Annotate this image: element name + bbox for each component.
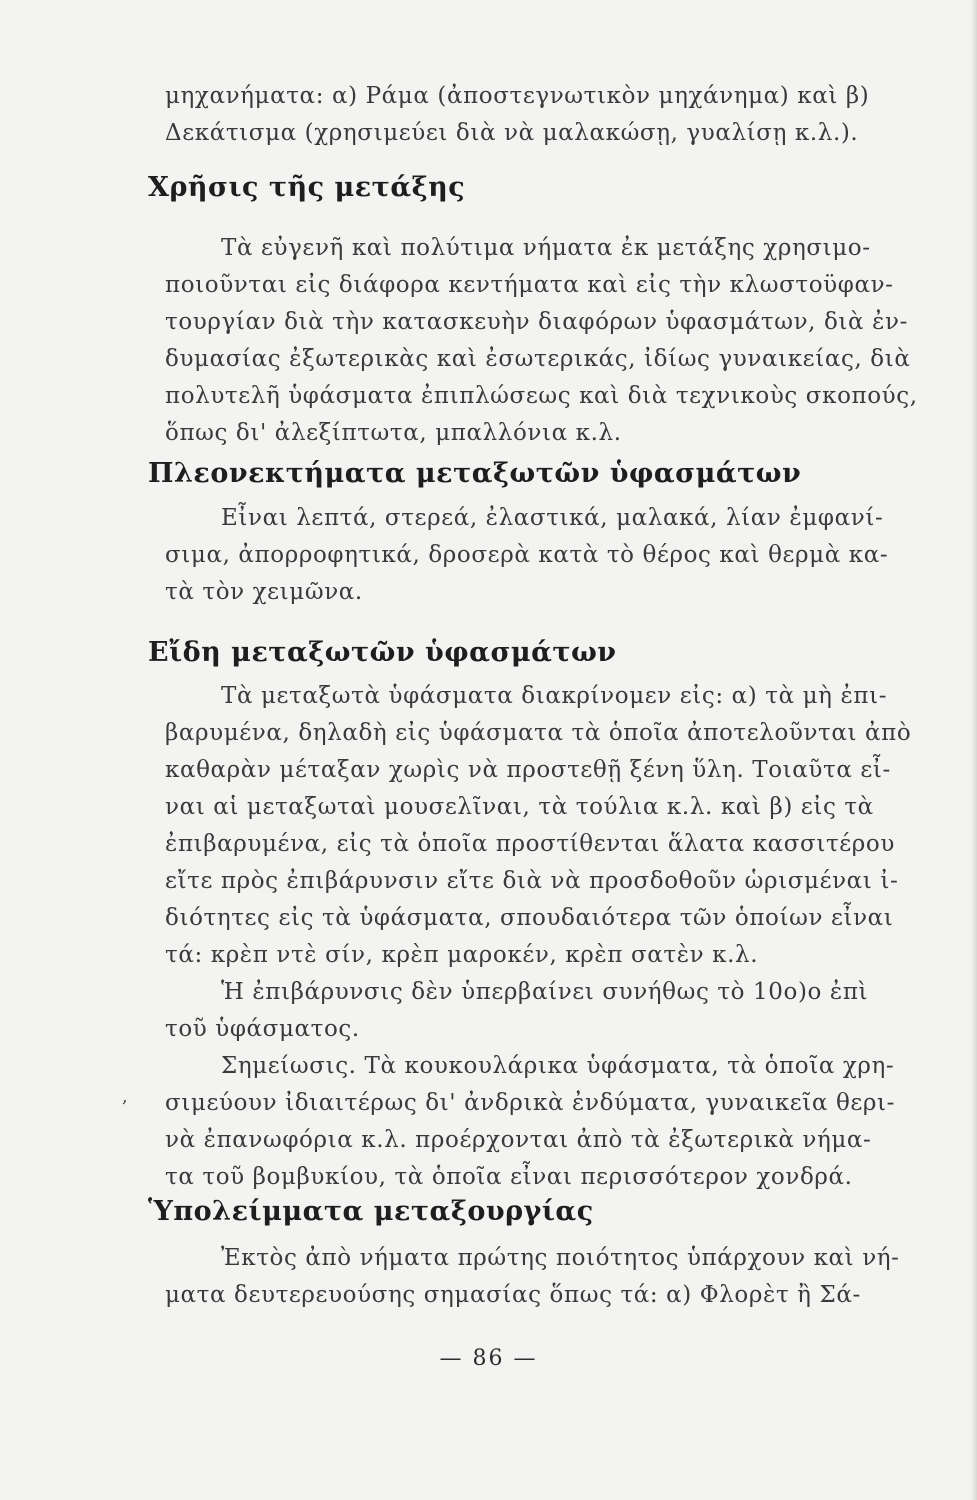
text-line: ματα δευτερευούσης σημασίας ὅπως τά: α) Φλορὲτ ἢ Σά- xyxy=(165,1282,861,1308)
text-line: τα τοῦ βομβυκίου, τὰ ὁποῖα εἶναι περισσότερον χονδρά. xyxy=(165,1164,853,1190)
text-line: Τὰ εὐγενῆ καὶ πολύτιμα νήματα ἐκ μετάξης χρησιμο- xyxy=(221,235,871,261)
text-line: Ἡ ἐπιβάρυνσις δὲν ὑπερβαίνει συνήθως τὸ 10ο)ο ἐπὶ xyxy=(221,979,869,1005)
section-paragraph xyxy=(165,230,925,452)
text-line: ὅπως δι' ἀλεξίπτωτα, μπαλλόνια κ.λ. xyxy=(165,420,622,446)
text-line: Ἐκτὸς ἀπὸ νήματα πρώτης ποιότητος ὑπάρχουν καὶ νή- xyxy=(221,1245,900,1271)
text-line: Σημείωσις. Τὰ κουκουλάρικα ὑφάσματα, τὰ ὁποῖα χρη- xyxy=(221,1053,895,1079)
text-line: σιμεύουν ἰδιαιτέρως δι' ἀνδρικὰ ἐνδύματα, γυναικεῖα θερι- xyxy=(165,1090,896,1116)
text-line: νὰ ἐπανωφόρια κ.λ. προέρχονται ἀπὸ τὰ ἐξωτερικὰ νήμα- xyxy=(165,1127,872,1153)
section-paragraph xyxy=(165,678,925,1196)
section-heading: Ὑπολείμματα μεταξουργίας xyxy=(148,1196,594,1227)
text-line: τοῦ ὑφάσματος. xyxy=(165,1016,360,1042)
text-line: τὰ τὸν χειμῶνα. xyxy=(165,579,363,605)
text-line: ποιοῦνται εἰς διάφορα κεντήματα καὶ εἰς τὴν κλωστοϋφαν- xyxy=(165,272,894,298)
section-paragraph xyxy=(165,1240,925,1314)
margin-mark: , xyxy=(122,1086,128,1107)
section-heading: Εἴδη μεταξωτῶν ὑφασμάτων xyxy=(148,637,617,668)
text-line: βαρυμένα, δηλαδὴ εἰς ὑφάσματα τὰ ὁποῖα ἀποτελοῦνται ἀπὸ xyxy=(165,720,912,746)
text-line: ἐπιβαρυμένα, εἰς τὰ ὁποῖα προστίθενται ἅλατα κασσιτέρου xyxy=(165,831,895,857)
text-line: τουργίαν διὰ τὴν κατασκευὴν διαφόρων ὑφασμάτων, διὰ ἐν- xyxy=(165,309,908,335)
section-paragraph xyxy=(165,500,925,611)
text-line: Εἶναι λεπτά, στερεά, ἐλαστικά, μαλακά, λίαν ἐμφανί- xyxy=(221,505,884,531)
page-edge-shadow xyxy=(971,0,977,1500)
text-line: σιμα, ἀπορροφητικά, δροσερὰ κατὰ τὸ θέρος καὶ θερμὰ κα- xyxy=(165,542,889,568)
text-line: Τὰ μεταξωτὰ ὑφάσματα διακρίνομεν εἰς: α) τὰ μὴ ἐπι- xyxy=(221,683,888,709)
intro-paragraph xyxy=(165,78,925,152)
text-line: καθαρὰν μέταξαν χωρὶς νὰ προστεθῇ ξένη ὕλη. Τοιαῦτα εἶ- xyxy=(165,757,891,783)
section-heading: Χρῆσις τῆς μετάξης xyxy=(148,172,466,203)
text-line: δυμασίας ἐξωτερικὰς καὶ ἐσωτερικάς, ἰδίως γυναικείας, διὰ xyxy=(165,346,911,372)
text-line: μηχανήματα: α) Ράμα (ἀποστεγνωτικὸν μηχάνημα) καὶ β) xyxy=(165,83,870,109)
text-line: εἴτε πρὸς ἐπιβάρυνσιν εἴτε διὰ νὰ προσδοθοῦν ὡρισμέναι ἰ- xyxy=(165,868,899,894)
text-line: διότητες εἰς τὰ ὑφάσματα, σπουδαιότερα τῶν ὁποίων εἶναι xyxy=(165,905,894,931)
text-line: πολυτελῆ ὑφάσματα ἐπιπλώσεως καὶ διὰ τεχνικοὺς σκοπούς, xyxy=(165,383,918,409)
text-line: ναι αἱ μεταξωταὶ μουσελῖναι, τὰ τούλια κ.λ. καὶ β) εἰς τὰ xyxy=(165,794,874,820)
section-heading: Πλεονεκτήματα μεταξωτῶν ὑφασμάτων xyxy=(148,458,802,489)
text-line: τά: κρὲπ ντὲ σίν, κρὲπ μαροκέν, κρὲπ σατὲν κ.λ. xyxy=(165,942,759,968)
text-line: Δεκάτισμα (χρησιμεύει διὰ νὰ μαλακώσῃ, γυαλίσῃ κ.λ.). xyxy=(165,120,859,146)
page-number: — 86 — xyxy=(439,1346,538,1371)
